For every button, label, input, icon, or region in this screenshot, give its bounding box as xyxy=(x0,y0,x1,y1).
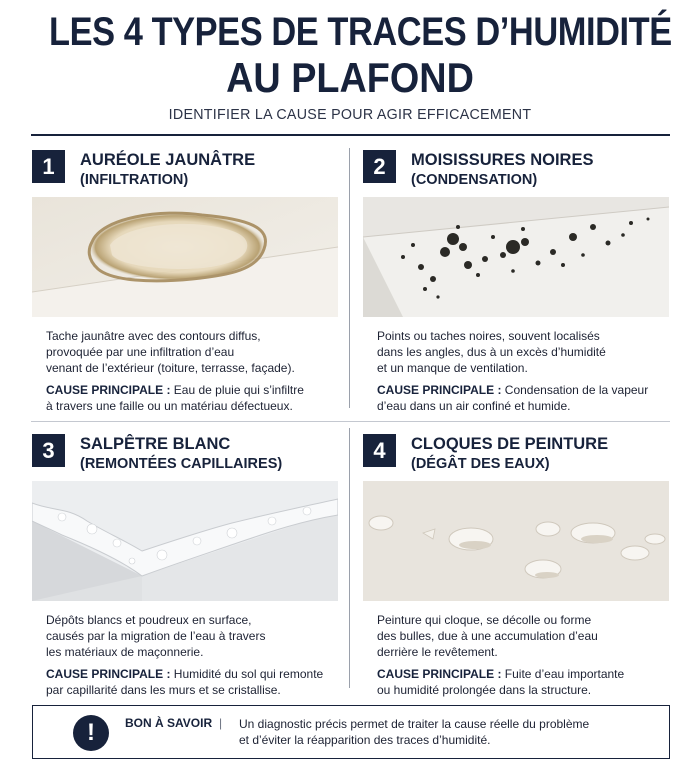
page-title: LES 4 TYPES DE TRACES D’HUMIDITÉ xyxy=(49,10,672,54)
good-to-know-text: Un diagnostic précis permet de traiter la cause réelle du problème et d’éviter la réapparition des traces d’humidité. xyxy=(239,717,590,747)
good-to-know-box xyxy=(32,705,670,759)
paint-blisters-photo xyxy=(363,481,669,601)
card-cause xyxy=(46,666,338,698)
card-title: MOISISSURES NOIRES xyxy=(411,151,594,169)
separator: | xyxy=(219,716,223,730)
exclamation-icon: ! xyxy=(73,715,109,751)
white-salpeter-photo xyxy=(32,481,338,601)
card-water-damage xyxy=(363,434,669,697)
header-divider xyxy=(31,134,670,136)
card-condensation xyxy=(363,150,669,413)
row-divider xyxy=(31,421,670,422)
card-number: 1 xyxy=(32,150,65,183)
cause-label: CAUSE PRINCIPALE : xyxy=(46,383,171,397)
card-cause xyxy=(377,666,669,698)
card-subtitle: (DÉGÂT DES EAUX) xyxy=(411,456,550,472)
card-subtitle: (CONDENSATION) xyxy=(411,172,538,188)
card-number: 4 xyxy=(363,434,396,467)
card-cause xyxy=(377,382,669,414)
card-description: Tache jaunâtre avec des contours diffus, provoquée par une infiltration d’eau venant de l’extérieur (toiture, terrasse, façade). xyxy=(46,329,295,375)
card-number: 3 xyxy=(32,434,65,467)
card-title: AURÉOLE JAUNÂTRE xyxy=(80,151,256,169)
card-description: Points ou taches noires, souvent localisés dans les angles, dus à un excès d’humidité et un manque de ventilation. xyxy=(377,329,606,375)
cause-label: CAUSE PRINCIPALE : xyxy=(46,667,171,681)
card-subtitle: (INFILTRATION) xyxy=(80,172,189,188)
card-description: Peinture qui cloque, se décolle ou forme des bulles, due à une accumulation d’eau derrière le revêtement. xyxy=(377,613,598,659)
cause-label: CAUSE PRINCIPALE : xyxy=(377,383,502,397)
card-title: CLOQUES DE PEINTURE xyxy=(411,435,609,453)
page-subtitle: IDENTIFIER LA CAUSE POUR AGIR EFFICACEMENT xyxy=(168,106,532,123)
page-title-line2: AU PLAFOND xyxy=(226,54,474,101)
card-number: 2 xyxy=(363,150,396,183)
cause-text: Fuite d’eau importante ou humidité prolongée dans la structure. xyxy=(377,667,625,697)
cause-label: CAUSE PRINCIPALE : xyxy=(377,667,502,681)
card-description: Dépôts blancs et poudreux en surface, causés par la migration de l’eau à travers les matériaux de maçonnerie. xyxy=(46,613,266,659)
column-divider-bottom xyxy=(349,428,350,688)
cause-text: Humidité du sol qui remonte par capillarité dans les murs et se cristallise. xyxy=(46,667,324,697)
card-title: SALPÊTRE BLANC xyxy=(80,435,231,453)
cause-text: Condensation de la vapeur d’eau dans un air confiné et humide. xyxy=(377,383,649,413)
good-to-know-label: BON À SAVOIR xyxy=(125,716,213,730)
yellow-stain-photo xyxy=(32,197,338,317)
card-infiltration xyxy=(32,150,338,413)
column-divider-top xyxy=(349,148,350,408)
cause-text: Eau de pluie qui s’infiltre à travers une faille ou un matériau défectueux. xyxy=(46,383,304,413)
black-mold-photo xyxy=(363,197,669,317)
card-subtitle: (REMONTÉES CAPILLAIRES) xyxy=(80,456,283,472)
card-capillary xyxy=(32,434,338,697)
card-cause xyxy=(46,382,338,414)
